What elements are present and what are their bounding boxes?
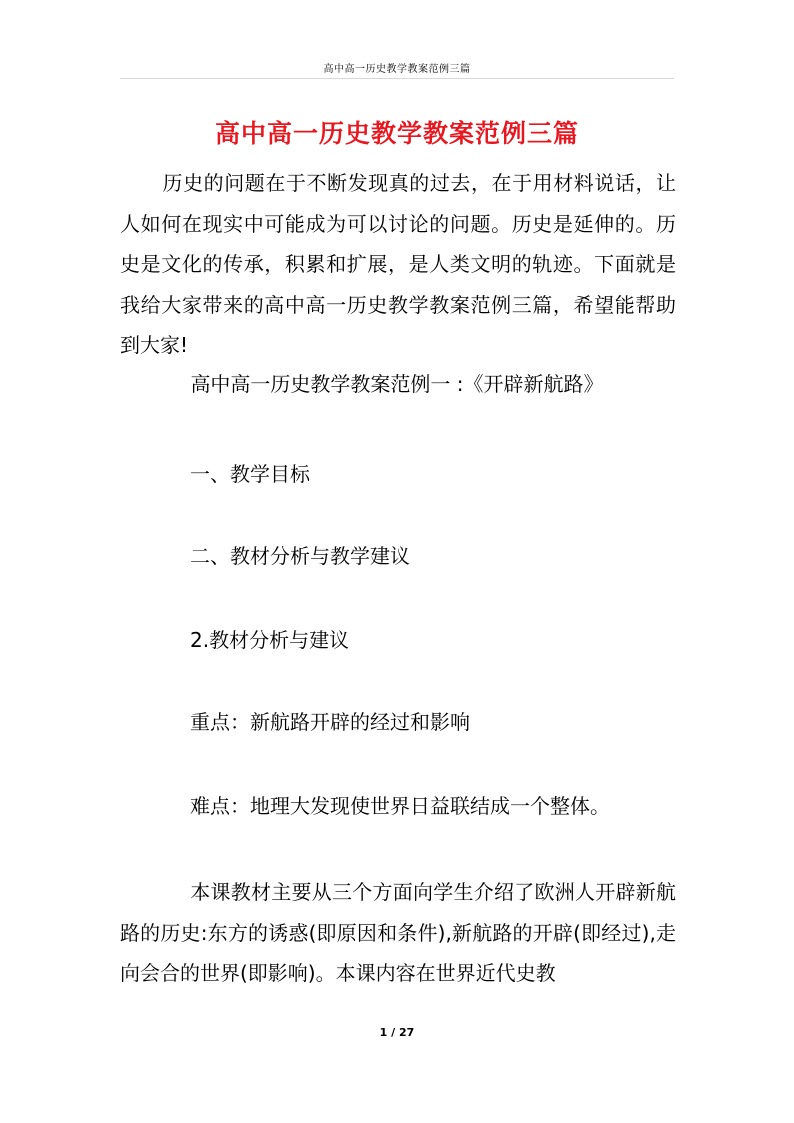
intro-text: 历史的问题在于不断发现真的过去，在于用材料说话，让人如何在现实中可能成为可以讨论的问题。历史是延伸的。历史是文化的传承，积累和扩展，是人类文明的轨迹。下面就是我给大家带来的高中高一历史教学教案范例三篇，希望能帮助到大家! <box>120 171 676 357</box>
body-paragraph-text: 本课教材主要从三个方面向学生介绍了欧洲人开辟新航路的历史:东方的诱惑(即原因和条件),新航路的开辟(即经过),走向会合的世界(即影响)。本课内容在世界近代史教 <box>120 880 676 985</box>
section-title: 高中高一历史教学教案范例一 :《开辟新航路》 <box>190 372 604 396</box>
heading-teaching-objectives: 一、教学目标 <box>190 462 310 486</box>
running-header: 高中高一历史教学教案范例三篇 <box>323 64 471 75</box>
document-title: 高中高一历史教学教案范例三篇 <box>214 119 579 148</box>
header-divider <box>120 78 674 79</box>
difficult-point: 难点：地理大发现使世界日益联结成一个整体。 <box>190 794 610 818</box>
page-number: 1 / 27 <box>379 1026 415 1039</box>
intro-paragraph <box>120 163 676 366</box>
heading-material-analysis: 二、教材分析与教学建议 <box>190 544 410 568</box>
key-point: 重点：新航路开辟的经过和影响 <box>190 710 470 734</box>
body-paragraph <box>120 872 676 994</box>
subheading-analysis-suggestions: 2.教材分析与建议 <box>190 628 350 652</box>
